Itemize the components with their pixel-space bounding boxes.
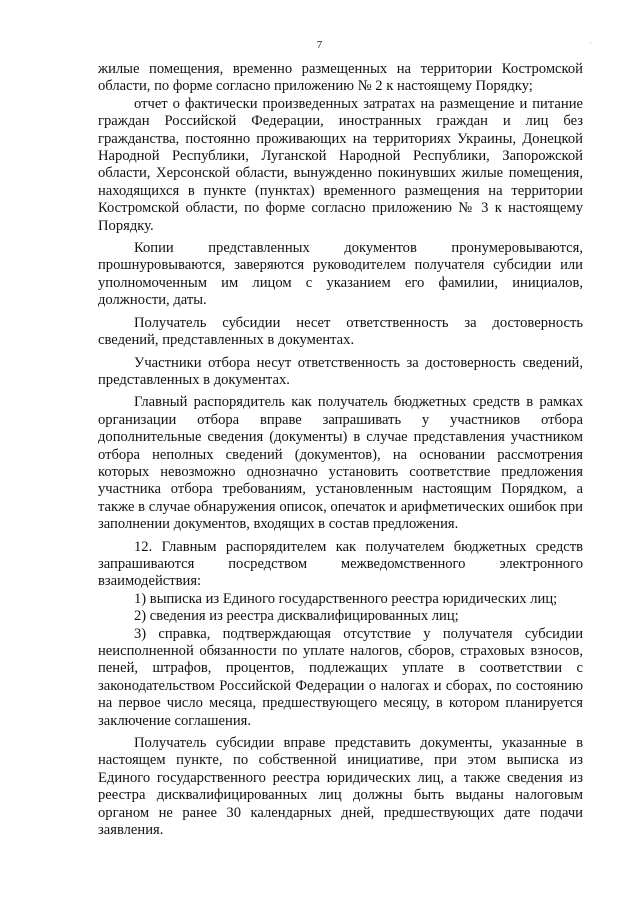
list-item-disqualified-registry: 2) сведения из реестра дисквалифицированных лиц; (134, 608, 459, 625)
list-item-register-extract: 1) выписка из Единого государственного реестра юридических лиц; (134, 590, 558, 607)
paragraph-recipient-responsibility: Получатель субсидии несет ответственность за достоверность сведений, представленных в документах. (98, 314, 583, 349)
page-number: 7 (316, 39, 323, 51)
paragraph-expense-report: отчет о фактически произведенных затратах на размещение и питание граждан Российской Федерации, иностранных граждан и лиц без гражданства, постоянно проживающих на территориях Украины, Донецкой Народной Республики, Луганской Народной Республики, Запорожской области, Херсонской области, вынужденно покинувших жилые помещения, находящихся в пункте (пунктах) временного размещения на территории Костромской области, по форме согласно приложению № 3 к настоящему Порядку. (98, 95, 583, 234)
paragraph-clause-12: 12. Главным распорядителем как получателем бюджетных средств запрашиваются посредством межведомственного электронного взаимодействия: (98, 538, 583, 590)
paragraph-additional-info-request: Главный распорядитель как получатель бюджетных средств в рамках организации отбора вправе запрашивать у участников отбора дополнительные сведения (документы) в случае представления участником отбора неполных сведений (документов), на основании рассмотрения которых невозможно однозначно установить соответствие предложения участника отбора требованиям, установленным настоящим Порядком, а также в случае обнаружения описок, опечаток и арифметических ошибок при заполнении документов, входящих в состав предложения. (98, 394, 583, 533)
document-body (98, 61, 583, 839)
paragraph-own-initiative: Получатель субсидии вправе представить документы, указанные в настоящем пункте, по собственной инициативе, при этом выписка из Единого государственного реестра юридических лиц, а также сведения из реестра дисквалифицированных лиц должны быть выданы налоговым органом не ранее 30 календарных дней, предшествующих дате подачи заявления. (98, 735, 583, 839)
list-item-tax-certificate: 3) справка, подтверждающая отсутствие у получателя субсидии неисполненной обязанности по уплате налогов, сборов, страховых взносов, пеней, штрафов, процентов, подлежащих уплате в соответствии с законодательством Российской Федерации о налогах и сборах, по состоянию на первое число месяца, предшествующего месяцу, в котором планируется заключение соглашения. (98, 625, 583, 729)
paragraph-housing-continuation: жилые помещения, временно размещенных на территории Костромской области, по форме согласно приложению № 2 к настоящему Порядку; (98, 61, 583, 95)
corner-mark: ' (590, 42, 592, 48)
paragraph-document-copies: Копии представленных документов пронумеровываются, прошнуровываются, заверяются руководителем получателя субсидии или уполномоченным им лицом с указанием его фамилии, инициалов, должности, даты. (98, 240, 583, 309)
paragraph-participants-responsibility: Участники отбора несут ответственность за достоверность сведений, представленных в документах. (98, 354, 583, 388)
